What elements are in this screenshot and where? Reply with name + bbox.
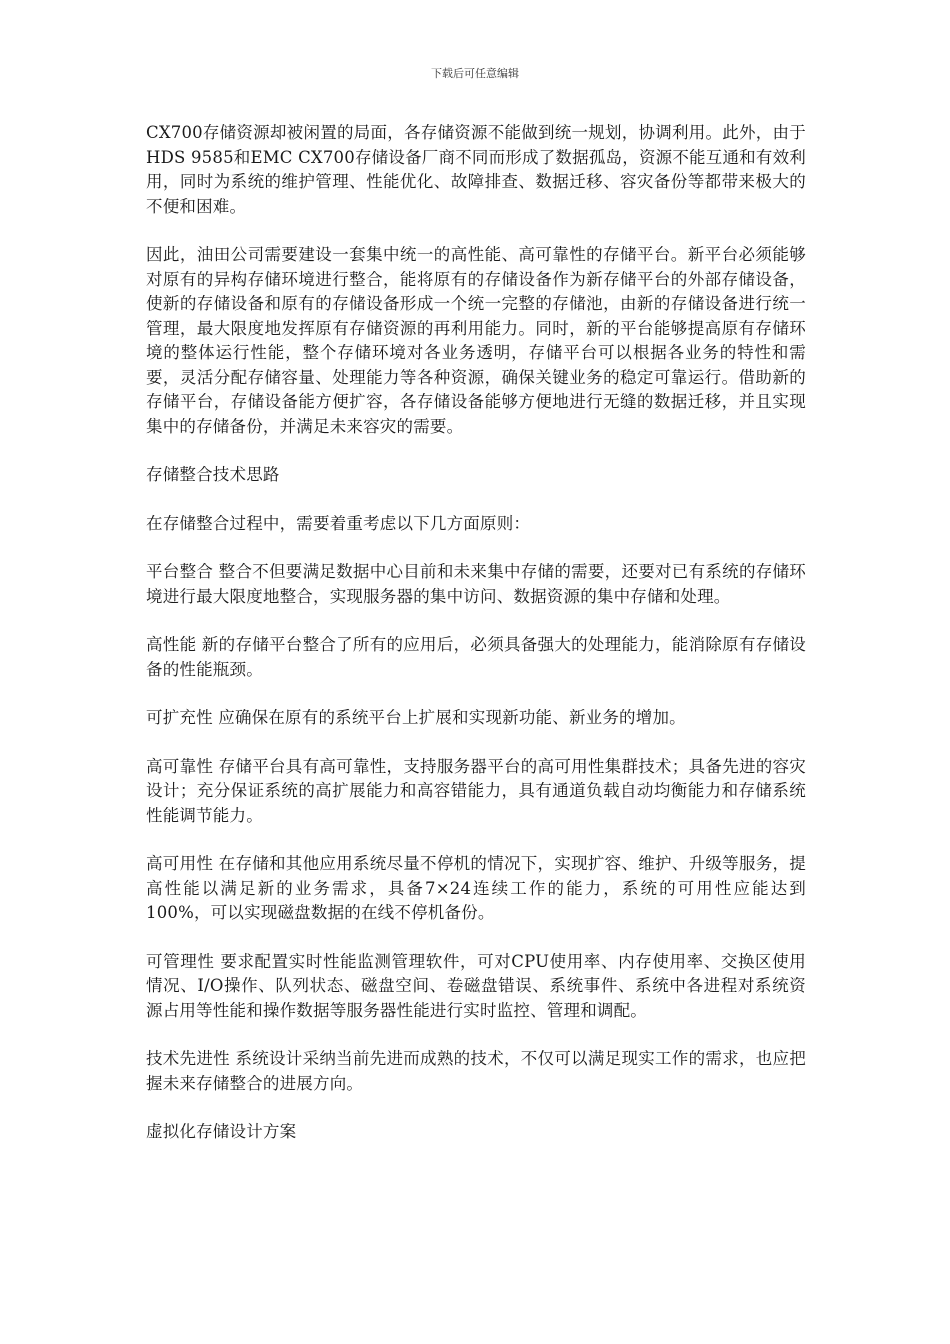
- paragraph-manageability: 可管理性 要求配置实时性能监测管理软件，可对CPU使用率、内存使用率、交换区使用情况、I/O操作、队列状态、磁盘空间、卷磁盘错误、系统事件、系统中各进程对系统资源占用等性能和操作数据等服务器性能进行实时监控、管理和调配。: [146, 951, 806, 1020]
- section-heading-virtualization-design: 虚拟化存储设计方案: [146, 1122, 297, 1141]
- paragraph-platform-requirements: 因此，油田公司需要建设一套集中统一的高性能、高可靠性的存储平台。新平台必须能够对原有的异构存储环境进行整合，能将原有的存储设备作为新存储平台的外部存储设备，使新的存储设备和原有的存储设备形成一个统一完整的存储池，由新的存储设备进行统一管理，最大限度地发挥原有存储资源的再利用能力。同时，新的平台能够提高原有存储环境的整体运行性能，整个存储环境对各业务透明，存储平台可以根据各业务的特性和需要，灵活分配存储容量、处理能力等各种资源，确保关键业务的稳定可靠运行。借助新的存储平台，存储设备能方便扩容，各存储设备能够方便地进行无缝的数据迁移，并且实现集中的存储备份，并满足未来容灾的需要。: [146, 245, 806, 436]
- paragraph-principles-intro: 在存储整合过程中，需要着重考虑以下几方面原则：: [146, 513, 531, 533]
- paragraph-platform-integration: 平台整合 整合不但要满足数据中心目前和未来集中存储的需要，还要对已有系统的存储环境进行最大限度地整合，实现服务器的集中访问、数据资源的集中存储和处理。: [146, 562, 806, 606]
- paragraph-high-performance: 高性能 新的存储平台整合了所有的应用后，必须具备强大的处理能力，能消除原有存储设备的性能瓶颈。: [146, 635, 806, 679]
- paragraph-high-availability: 高可用性 在存储和其他应用系统尽量不停机的情况下，实现扩容、维护、升级等服务，提高性能以满足新的业务需求，具备7×24连续工作的能力，系统的可用性应能达到100%，可以实现磁盘数据的在线不停机备份。: [146, 854, 806, 922]
- page-header: 下载后可任意编辑: [431, 67, 519, 80]
- paragraph-scalability: 可扩充性 应确保在原有的系统平台上扩展和实现新功能、新业务的增加。: [146, 708, 686, 727]
- section-heading-integration-approach: 存储整合技术思路: [146, 465, 280, 484]
- paragraph-storage-islands: CX700存储资源却被闲置的局面，各存储资源不能做到统一规划，协调利用。此外，由于HDS 9585和EMC CX700存储设备厂商不同而形成了数据孤岛，资源不能互通和有效利用，同时为系统的维护管理、性能优化、故障排查、数据迁移、容灾备份等都带来极大的不便和困难。: [146, 123, 806, 216]
- paragraph-technical-advancement: 技术先进性 系统设计采纳当前先进而成熟的技术，不仅可以满足现实工作的需求，也应把握未来存储整合的进展方向。: [146, 1049, 806, 1093]
- document-body: [146, 121, 806, 1169]
- paragraph-high-reliability: 高可靠性 存储平台具有高可靠性，支持服务器平台的高可用性集群技术；具备先进的容灾设计；充分保证系统的高扩展能力和高容错能力，具有通道负载自动均衡能力和存储系统性能调节能力。: [146, 756, 806, 825]
